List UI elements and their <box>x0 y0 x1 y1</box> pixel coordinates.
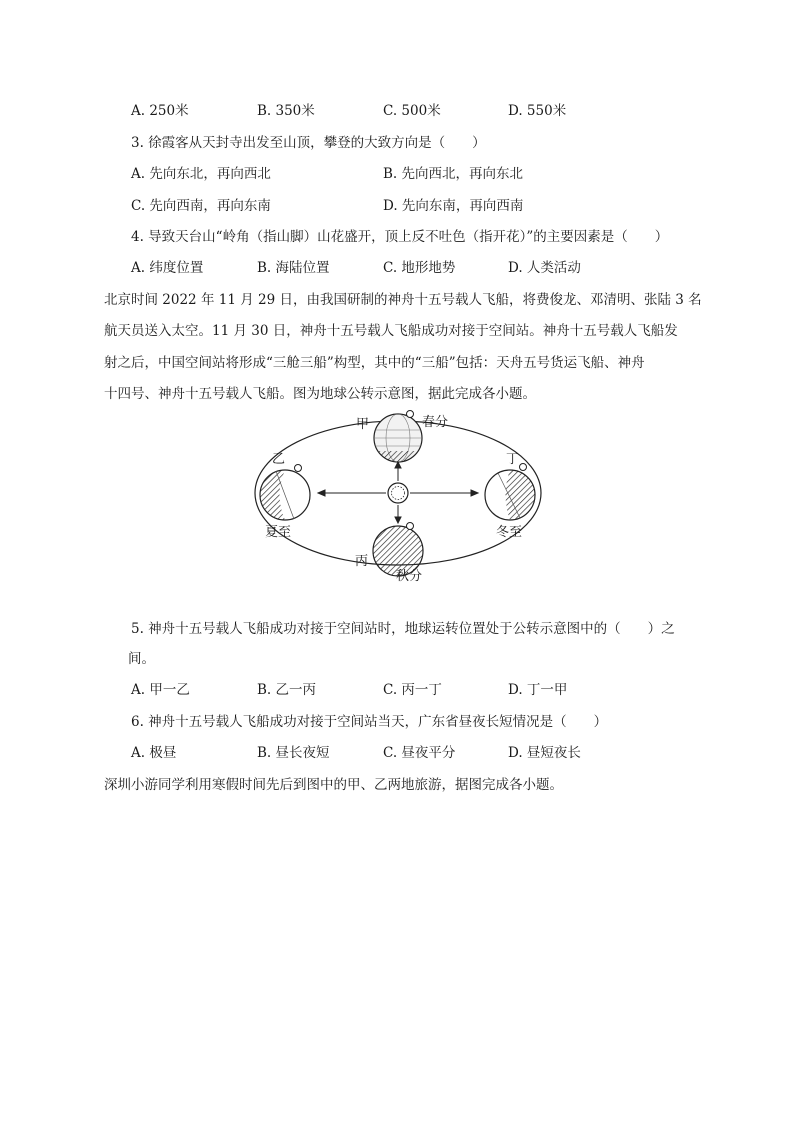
q4-stem: 4. 导致天台山“岭角（指山脚）山花盛开，顶上反不吐色（指开花）”的主要因素是（ ） <box>131 229 669 245</box>
label-autumn-equinox: 秋分 <box>396 569 423 584</box>
passage2: 深圳小游同学利用寒假时间先后到图中的甲、乙两地旅游，据图完成各小题。 <box>104 777 563 793</box>
q6-stem: 6. 神舟十五号载人飞船成功对接于空间站当天，广东省昼夜长短情况是（ ） <box>131 714 608 730</box>
q6-option-b: B. 昼长夜短 <box>257 745 330 761</box>
earth-icon <box>260 465 310 521</box>
q3-option-d: D. 先向东南，再向西南 <box>383 198 524 214</box>
q2-option-c: C. 500米 <box>383 103 441 119</box>
earth-icon <box>373 523 423 577</box>
passage-line-4: 十四号、神舟十五号载人飞船。图为地球公转示意图，据此完成各小题。 <box>104 386 536 402</box>
label-spring-equinox: 春分 <box>422 415 449 430</box>
label-winter-solstice: 冬至 <box>496 525 523 540</box>
earth-orbit-diagram <box>250 405 550 585</box>
q6-option-c: C. 昼夜平分 <box>383 745 456 761</box>
q4-option-a: A. 纬度位置 <box>131 260 204 276</box>
label-yi: 乙 <box>272 452 286 467</box>
earth-icon <box>374 411 422 464</box>
label-jia: 甲 <box>356 417 370 432</box>
sun-icon <box>388 483 408 503</box>
q5-option-d: D. 丁一甲 <box>508 682 568 698</box>
q3-option-c: C. 先向西南，再向东南 <box>131 198 271 214</box>
q6-option-a: A. 极昼 <box>131 745 177 761</box>
label-ding: 丁 <box>506 452 520 467</box>
q2-option-b: B. 350米 <box>257 103 315 119</box>
q5-option-a: A. 甲一乙 <box>131 682 190 698</box>
label-summer-solstice: 夏至 <box>265 525 292 540</box>
q5-option-b: B. 乙一丙 <box>257 682 317 698</box>
q2-option-d: D. 550米 <box>508 103 567 119</box>
q5-stem-line-2: 间。 <box>128 651 155 667</box>
q2-option-a: A. 250米 <box>131 103 189 119</box>
q3-option-b: B. 先向西北，再向东北 <box>383 166 524 182</box>
q3-stem: 3. 徐霞客从天封寺出发至山顶，攀登的大致方向是（ ） <box>131 135 486 151</box>
q3-option-a: A. 先向东北，再向西北 <box>131 166 271 182</box>
earth-icon <box>485 464 535 521</box>
label-bing: 丙 <box>355 554 369 569</box>
passage-line-2: 航天员送入太空。11 月 30 日，神舟十五号载人飞船成功对接于空间站。神舟十五号载人飞船发 <box>104 323 678 339</box>
q5-option-c: C. 丙一丁 <box>383 682 442 698</box>
q4-option-d: D. 人类活动 <box>508 260 581 276</box>
passage-line-3: 射之后，中国空间站将形成“三舱三船”构型，其中的“三船”包括：天舟五号货运飞船、神舟 <box>104 355 645 371</box>
q5-stem-line-1: 5. 神舟十五号载人飞船成功对接于空间站时，地球运转位置处于公转示意图中的（ ）之 <box>131 621 675 637</box>
passage-line-1: 北京时间 2022 年 11 月 29 日，由我国研制的神舟十五号载人飞船，将费俊龙、邓清明、张陆 3 名 <box>104 292 702 308</box>
q6-option-d: D. 昼短夜长 <box>508 745 581 761</box>
q4-option-c: C. 地形地势 <box>383 260 456 276</box>
q4-option-b: B. 海陆位置 <box>257 260 330 276</box>
